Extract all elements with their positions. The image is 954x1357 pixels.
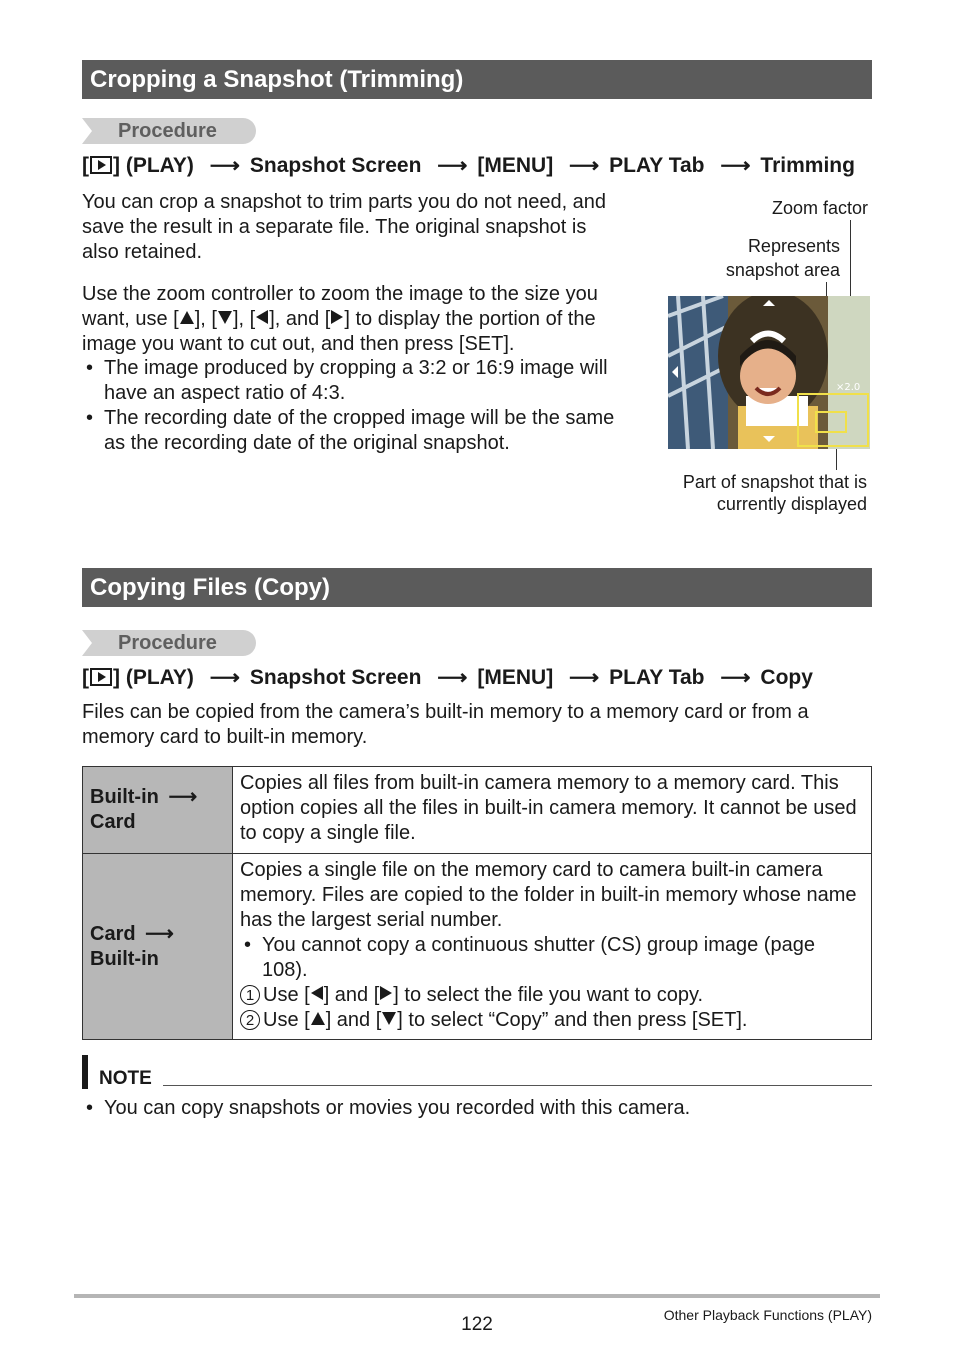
note-label: NOTE [99,1068,152,1089]
procedure-tag [82,118,256,144]
part-label-2: currently displayed [716,494,867,514]
arrow-icon: ⟶ [569,154,600,177]
table-row-header: Built-in ⟶ Card [83,767,233,854]
path-step: PLAY Tab [609,154,705,177]
zoom-factor-label: Zoom factor [771,198,868,218]
arrow-icon: ⟶ [209,154,240,177]
table-row [83,767,872,854]
path-step: [MENU] [477,154,554,177]
path-step: Snapshot Screen [249,154,422,177]
up-arrow-icon [180,311,194,324]
table-row-header: Card ⟶ Built-in [83,854,233,1040]
procedure-tag [82,630,256,656]
divider [163,1085,872,1086]
represents-label-2: snapshot area [725,260,840,280]
down-arrow-icon [382,1012,396,1025]
path-step: Trimming [760,154,855,177]
list-item: • The recording date of the cropped image will be the same as the recording date of the original snapshot. [86,407,615,454]
menu-path-copy: [ ] (PLAY) ⟶ Snapshot Screen ⟶ [MENU] ⟶ PLAY Tab ⟶ Copy [82,666,813,689]
copy-options-table [82,766,872,1040]
left-arrow-icon [311,986,323,1000]
zoom-readout: ×2.0 [836,382,861,393]
path-step: Copy [760,666,813,689]
procedure-label: Procedure [118,632,217,654]
arrow-icon: ⟶ [437,666,468,689]
note-item: • You can copy snapshots or movies you recorded with this camera. [86,1097,691,1119]
play-icon [90,668,112,686]
path-play: (PLAY) [125,666,194,689]
table-cell: Copies all files from built-in camera memory to a memory card. This option copies all the files in built-in camera memory. It cannot be used to copy a single file. [233,767,872,854]
step-number: 2 [240,1010,260,1030]
procedure-label: Procedure [118,120,217,142]
down-arrow-icon [218,311,232,324]
arrow-icon: ⟶ [168,786,198,808]
section-title-copy: Copying Files (Copy) [82,568,872,607]
arrow-icon: ⟶ [720,666,751,689]
play-icon [90,156,112,174]
list-item: • The image produced by cropping a 3:2 or 16:9 image will have an aspect ratio of 4:3. [86,357,608,404]
right-arrow-icon [380,986,392,1000]
list-item: • You cannot copy a continuous shutter (CS) group image (page 108). [244,934,815,981]
note-marker [82,1055,88,1089]
section-title-trimming: Cropping a Snapshot (Trimming) [82,60,872,99]
right-arrow-icon [331,310,343,324]
photo-illustration [668,296,870,449]
chapter-title: Other Playback Functions (PLAY) [663,1307,872,1323]
arrow-icon: ⟶ [209,666,240,689]
represents-label-1: Represents [747,236,840,256]
arrow-icon: ⟶ [720,154,751,177]
path-play: (PLAY) [125,154,194,177]
table-cell: Copies a single file on the memory card to camera built-in camera memory. Files are copied to the folder in built-in memory whose name has the largest serial number. • You cannot copy a continuous shutter (CS) group image (page 108). 1 Use [ ] and [ ] to select the file you want to copy. 2 Use [ ] and [ ] to select “Copy” and then press [SET]. [233,854,872,1040]
part-label-1: Part of snapshot that is [682,472,867,492]
arrow-icon: ⟶ [569,666,600,689]
up-arrow-icon [311,1012,325,1025]
arrow-icon: ⟶ [145,922,174,945]
trimming-intro: You can crop a snapshot to trim parts you do not need, and save the result in a separate file. The original snapshot is also retained. [82,191,607,263]
path-step: [MENU] [477,666,554,689]
path-step: PLAY Tab [609,666,705,689]
copy-intro: Files can be copied from the camera’s built-in memory to a memory card or from a memory card to built-in memory. [82,701,809,748]
arrow-icon: ⟶ [437,154,468,177]
page-number: 122 [461,1314,493,1335]
step-item: 1 Use [ ] and [ ] to select the file you want to copy. [240,983,864,1008]
step-item: 2 Use [ ] and [ ] to select “Copy” and then press [SET]. [240,1008,864,1033]
table-row [83,854,872,1040]
path-step: Snapshot Screen [249,666,422,689]
trimming-instructions: Use the zoom controller to zoom the image to the size you want, use [ ], [ ], [ ], and [ ] to display the portion of the image you want to cut out, and then press [SET]. [82,283,598,355]
step-number: 1 [240,985,260,1005]
footer-divider [74,1294,880,1298]
menu-path-trimming: [ ] (PLAY) ⟶ Snapshot Screen ⟶ [MENU] ⟶ PLAY Tab ⟶ Trimming [82,154,855,177]
left-arrow-icon [256,310,268,324]
snapshot-preview-image [668,296,870,449]
